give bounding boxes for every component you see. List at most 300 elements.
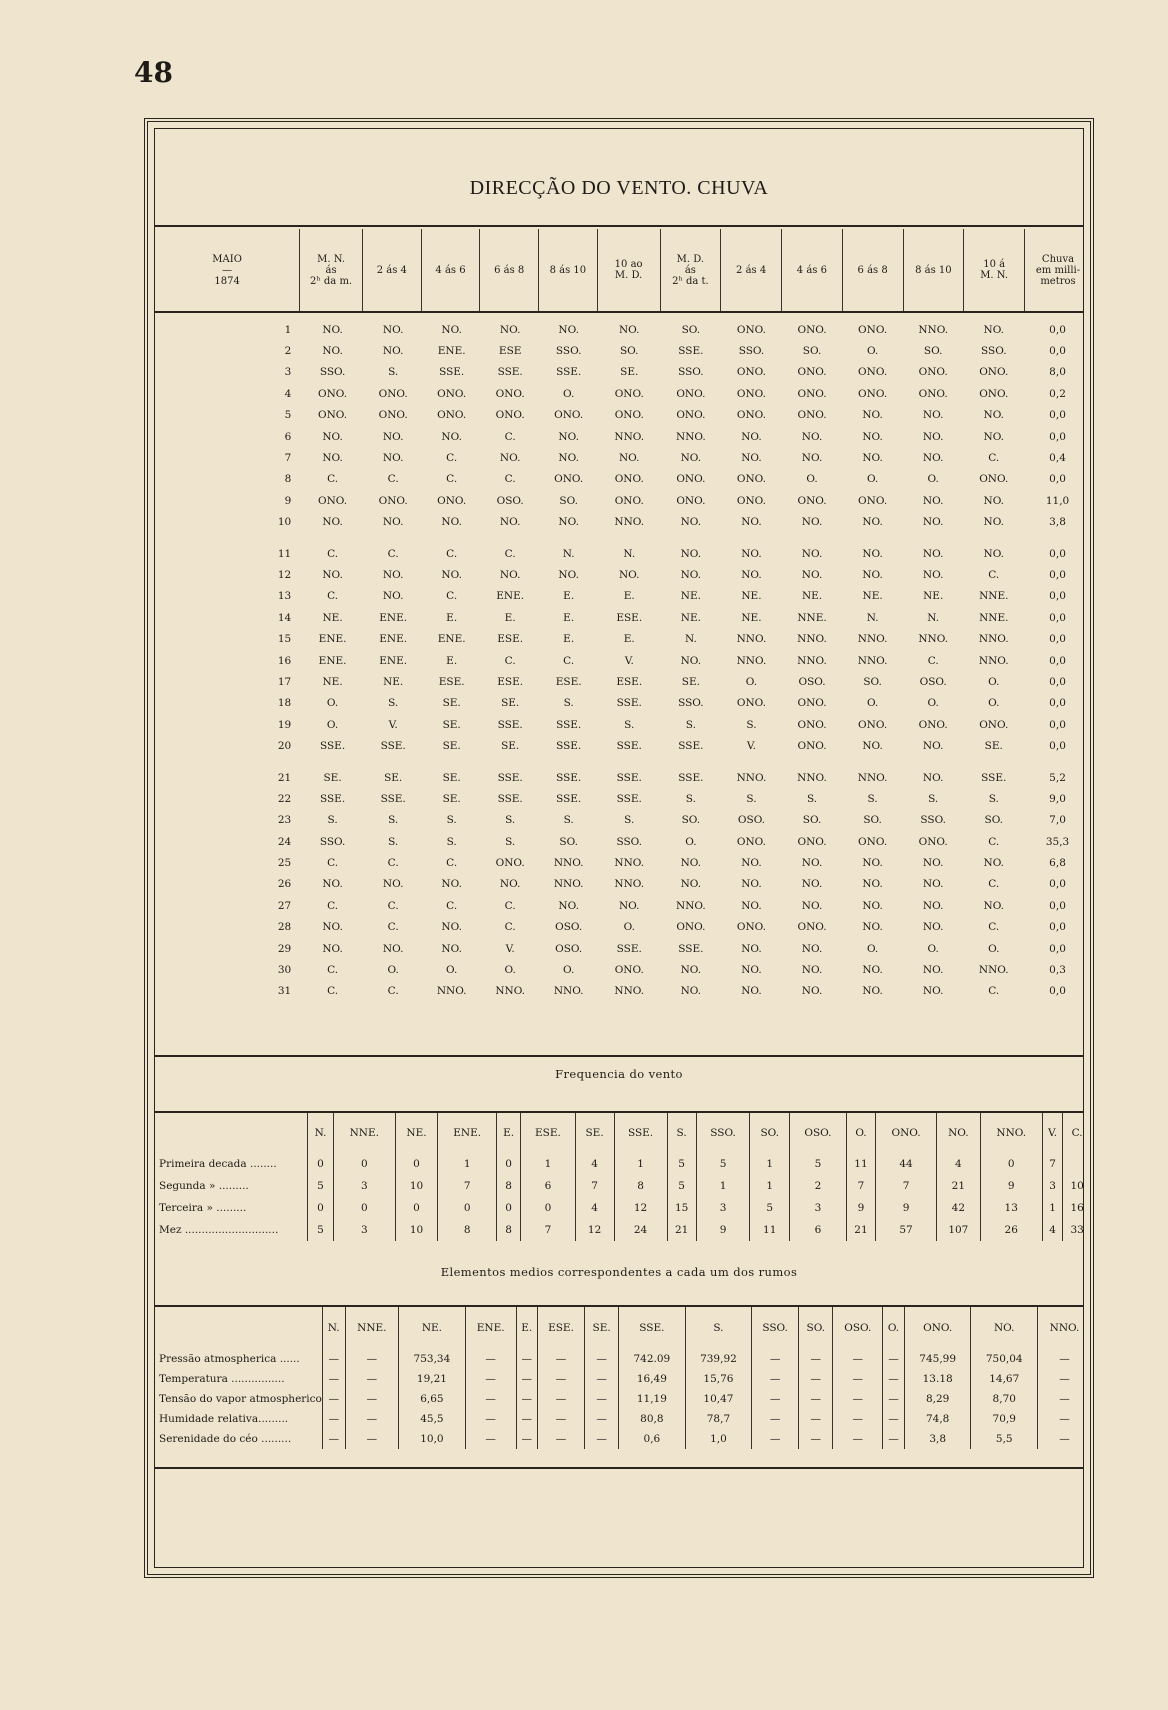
rain-cell: 6,8	[1049, 857, 1066, 870]
table-row	[155, 831, 1091, 852]
table-row	[155, 895, 1091, 916]
frequency-cell: 4	[575, 1153, 614, 1175]
element-cell: 8,70	[971, 1389, 1038, 1409]
direction-header: NNE.	[345, 1307, 399, 1349]
element-cell: 15,76	[685, 1369, 752, 1389]
wind-cell: SO.	[681, 814, 701, 827]
wind-cell: NE.	[680, 590, 701, 603]
direction-header: SE.	[575, 1113, 614, 1153]
wind-cell: ONO.	[318, 387, 348, 400]
wind-cell: C.	[988, 568, 1000, 581]
table-row	[155, 490, 1091, 511]
wind-cell: SSO.	[981, 345, 1007, 358]
wind-cell: ONO.	[797, 697, 827, 710]
day-cell: 26	[277, 878, 292, 891]
wind-cell: N.	[684, 633, 697, 646]
wind-cell: NNO.	[495, 985, 526, 998]
wind-cell: NE.	[322, 675, 343, 688]
wind-cell: O.	[446, 964, 458, 977]
element-cell: 0,6	[619, 1429, 686, 1449]
wind-cell: NNO.	[614, 878, 645, 891]
wind-cell: NO.	[922, 899, 944, 912]
table-row	[155, 981, 1091, 1002]
direction-header: E.	[516, 1307, 537, 1349]
wind-cell: S.	[505, 835, 516, 848]
rain-cell: 0,0	[1049, 697, 1066, 710]
element-cell: 8,29	[904, 1389, 971, 1409]
element-cell: —	[833, 1409, 883, 1429]
element-cell: 750,04	[971, 1349, 1038, 1369]
element-cell: —	[322, 1389, 345, 1409]
wind-cell: S.	[928, 792, 939, 805]
element-cell: —	[1038, 1409, 1091, 1429]
wind-cell: S.	[867, 792, 878, 805]
wind-cell: SE.	[681, 675, 700, 688]
table-row	[155, 650, 1091, 671]
wind-cell: NNO.	[676, 899, 706, 912]
element-cell: —	[345, 1349, 399, 1369]
wind-cell: ENE.	[379, 611, 408, 624]
wind-cell: SSO.	[920, 814, 946, 827]
row-label: Segunda » .........	[159, 1180, 249, 1192]
element-cell: —	[752, 1349, 799, 1369]
frequency-cell: 12	[575, 1219, 614, 1241]
rain-cell: 0,0	[1049, 409, 1066, 422]
wind-cell: ONO.	[736, 409, 767, 422]
element-cell: —	[537, 1429, 584, 1449]
wind-cell: ESE.	[438, 675, 465, 688]
wind-cell: NNO.	[918, 323, 949, 336]
element-cell: —	[883, 1369, 905, 1389]
wind-cell: ENE.	[437, 633, 466, 646]
wind-direction-table	[155, 319, 1091, 1002]
frequency-cell: 0	[438, 1197, 496, 1219]
divider	[155, 1055, 1083, 1057]
wind-cell: NNE.	[797, 611, 827, 624]
wind-cell: NE.	[741, 590, 762, 603]
day-cell: 30	[277, 964, 292, 977]
wind-cell: SSE.	[556, 792, 582, 805]
element-cell: —	[537, 1389, 584, 1409]
column-header: M. D. ás 2ʰ da t.	[660, 229, 721, 311]
wind-cell: NNO.	[553, 985, 584, 998]
wind-cell: SE.	[442, 697, 461, 710]
wind-cell: C.	[387, 547, 399, 560]
day-cell: 28	[277, 921, 292, 934]
wind-cell: SO.	[559, 494, 578, 507]
day-cell: 1	[284, 323, 292, 336]
frequency-cell: 7	[846, 1175, 875, 1197]
element-cell: —	[585, 1389, 619, 1409]
frequency-cell: 24	[614, 1219, 667, 1241]
row-label: Temperatura ................	[159, 1373, 285, 1385]
wind-cell: E.	[563, 633, 575, 646]
element-cell: —	[799, 1389, 833, 1409]
element-cell: —	[752, 1429, 799, 1449]
frequency-cell: 21	[846, 1219, 875, 1241]
frequency-cell: 6	[789, 1219, 846, 1241]
divider	[155, 225, 1083, 227]
element-cell: —	[465, 1429, 516, 1449]
rain-cell: 0,2	[1049, 387, 1066, 400]
direction-header: ESE.	[521, 1113, 575, 1153]
wind-cell: NO.	[322, 452, 343, 465]
frequency-cell: 1	[750, 1175, 790, 1197]
row-label-header	[155, 1113, 308, 1153]
wind-cell: NNO.	[614, 857, 645, 870]
rain-cell: 7,0	[1049, 814, 1066, 827]
wind-cell: S.	[388, 366, 399, 379]
wind-cell: O.	[927, 697, 939, 710]
frequency-cell: 15	[667, 1197, 696, 1219]
wind-cell: O.	[326, 718, 339, 731]
wind-cell: ESE.	[616, 675, 643, 688]
frequency-cell: 0	[395, 1153, 438, 1175]
table-row	[155, 1175, 1091, 1197]
rain-cell: 0,0	[1049, 473, 1066, 486]
main-table-header	[155, 229, 1091, 311]
decade-gap	[155, 533, 1091, 543]
table-row	[155, 671, 1091, 692]
column-header: 8 ás 10	[539, 229, 598, 311]
day-cell: 23	[277, 814, 292, 827]
wind-cell: ONO.	[437, 494, 467, 507]
wind-cell: NO.	[862, 409, 883, 422]
wind-cell: S.	[505, 814, 516, 827]
wind-cell: NO.	[922, 771, 944, 784]
wind-cell: NO.	[862, 430, 883, 443]
wind-cell: NO.	[983, 323, 1005, 336]
wind-cell: NO.	[322, 942, 343, 955]
wind-cell: NO.	[322, 430, 343, 443]
wind-cell: NO.	[558, 430, 579, 443]
element-cell: 78,7	[685, 1409, 752, 1429]
wind-cell: S.	[388, 697, 399, 710]
frequency-cell: 7	[438, 1175, 496, 1197]
wind-cell: OSO.	[555, 921, 583, 934]
element-cell: —	[322, 1369, 345, 1389]
wind-cell: S.	[746, 792, 757, 805]
column-header: 10 ao M. D.	[597, 229, 660, 311]
wind-cell: ONO.	[736, 697, 767, 710]
wind-cell: NO.	[558, 568, 579, 581]
day-cell: 22	[277, 792, 292, 805]
wind-cell: ONO.	[437, 409, 467, 422]
wind-cell: ONO.	[378, 409, 408, 422]
wind-cell: O.	[866, 697, 879, 710]
rain-cell: 0,0	[1049, 942, 1066, 955]
element-cell: —	[465, 1389, 516, 1409]
element-cell: —	[465, 1369, 516, 1389]
wind-cell: NNO.	[857, 633, 888, 646]
wind-cell: ONO.	[918, 366, 948, 379]
day-cell: 27	[277, 899, 292, 912]
day-cell: 10	[277, 516, 292, 529]
wind-cell: ONO.	[797, 921, 827, 934]
wind-cell: E.	[446, 611, 458, 624]
wind-cell: NO.	[741, 516, 762, 529]
element-cell: —	[833, 1349, 883, 1369]
wind-cell: O.	[866, 473, 879, 486]
direction-header: NO.	[971, 1307, 1038, 1349]
wind-cell: ONO.	[554, 409, 584, 422]
rain-cell: 0,0	[1049, 633, 1066, 646]
wind-cell: ONO.	[736, 323, 767, 336]
wind-cell: SE.	[442, 740, 461, 753]
element-cell: —	[1038, 1369, 1091, 1389]
frequency-cell: 9	[980, 1175, 1042, 1197]
wind-cell: NNO.	[553, 857, 584, 870]
column-header: Chuva em milli- metros	[1025, 229, 1091, 311]
element-cell: 5,5	[971, 1429, 1038, 1449]
wind-cell: ONO.	[318, 494, 348, 507]
direction-header: ESE.	[537, 1307, 584, 1349]
wind-cell: ONO.	[797, 835, 827, 848]
wind-cell: NO.	[618, 568, 640, 581]
day-cell: 9	[284, 494, 292, 507]
element-cell: 45,5	[399, 1409, 466, 1429]
table-row	[155, 469, 1091, 490]
element-cell: —	[465, 1409, 516, 1429]
wind-cell: ONO.	[979, 366, 1009, 379]
wind-cell: NO.	[801, 964, 823, 977]
table-row	[155, 628, 1091, 649]
wind-cell: ONO.	[614, 387, 644, 400]
wind-cell: SSE.	[678, 345, 704, 358]
element-cell: 3,8	[904, 1429, 971, 1449]
wind-cell: ONO.	[378, 387, 408, 400]
wind-cell: O.	[685, 835, 697, 848]
day-cell: 2	[284, 345, 292, 358]
frequency-cell: 0	[334, 1197, 396, 1219]
element-cell: —	[345, 1389, 399, 1409]
wind-cell: V.	[388, 718, 398, 731]
frequency-cell: 5	[789, 1153, 846, 1175]
wind-cell: NO.	[741, 547, 762, 560]
wind-cell: NO.	[741, 568, 762, 581]
wind-cell: NE.	[923, 590, 944, 603]
element-cell: —	[345, 1429, 399, 1449]
wind-cell: NO.	[322, 345, 343, 358]
wind-cell: NO.	[983, 494, 1005, 507]
wind-cell: SSE.	[439, 366, 465, 379]
wind-cell: NO.	[922, 985, 944, 998]
table-row	[155, 564, 1091, 585]
wind-cell: SE.	[501, 740, 520, 753]
wind-cell: S.	[388, 814, 399, 827]
wind-cell: C.	[504, 921, 516, 934]
element-cell: —	[585, 1409, 619, 1429]
wind-cell: SE.	[620, 366, 639, 379]
direction-header: SSO.	[696, 1113, 750, 1153]
rain-cell: 0,0	[1049, 921, 1066, 934]
wind-cell: NE.	[383, 675, 404, 688]
wind-cell: ONO.	[676, 494, 706, 507]
wind-cell: NO.	[499, 452, 521, 465]
wind-cell: OSO.	[798, 675, 826, 688]
column-header: MAIO — 1874	[212, 253, 242, 287]
element-cell: 74,8	[904, 1409, 971, 1429]
wind-cell: NE.	[801, 590, 823, 603]
wind-cell: SSE.	[981, 771, 1007, 784]
wind-cell: ESE.	[555, 675, 582, 688]
wind-cell: NO.	[862, 899, 883, 912]
wind-cell: NO.	[922, 568, 944, 581]
element-cell: —	[465, 1349, 516, 1369]
wind-cell: C.	[988, 985, 1000, 998]
wind-cell: C.	[327, 899, 339, 912]
rain-cell: 0,0	[1049, 430, 1066, 443]
table-row	[155, 938, 1091, 959]
direction-header: ONO.	[904, 1307, 971, 1349]
wind-cell: NNO.	[736, 633, 767, 646]
rain-cell: 8,0	[1049, 366, 1066, 379]
rain-cell: 0,0	[1049, 611, 1066, 624]
wind-cell: NO.	[801, 568, 823, 581]
wind-cell: NO.	[862, 921, 883, 934]
wind-cell: NO.	[322, 516, 343, 529]
wind-cell: NO.	[922, 409, 944, 422]
wind-cell: NNO.	[797, 633, 827, 646]
wind-cell: SE.	[384, 771, 403, 784]
rain-cell: 0,0	[1049, 985, 1066, 998]
wind-cell: NE.	[741, 611, 762, 624]
wind-cell: ONO.	[979, 718, 1009, 731]
wind-cell: O.	[988, 942, 1000, 955]
wind-cell: NO.	[922, 921, 944, 934]
elements-caption: Elementos medios correspondentes a cada um dos rumos	[440, 1265, 798, 1279]
table-row	[155, 1349, 1091, 1369]
wind-cell: NO.	[922, 740, 944, 753]
frequency-cell: 7	[521, 1219, 575, 1241]
divider	[155, 311, 1083, 313]
wind-cell: O.	[387, 964, 399, 977]
wind-cell: C.	[563, 654, 575, 667]
column-header: 8 ás 10	[903, 229, 964, 311]
frequency-cell: 0	[496, 1197, 520, 1219]
wind-cell: NNO.	[736, 654, 767, 667]
wind-cell: NO.	[741, 985, 762, 998]
wind-cell: NO.	[680, 985, 702, 998]
wind-cell: NNO.	[797, 771, 827, 784]
wind-cell: ONO.	[614, 473, 644, 486]
wind-cell: NO.	[322, 323, 343, 336]
element-cell: 70,9	[971, 1409, 1038, 1429]
frequency-cell: 3	[334, 1175, 396, 1197]
wind-cell: NO.	[922, 430, 944, 443]
wind-cell: NNO.	[614, 516, 645, 529]
wind-cell: NO.	[558, 516, 579, 529]
wind-cell: SSE.	[616, 697, 642, 710]
wind-cell: NO.	[499, 323, 521, 336]
decade-gap	[155, 757, 1091, 767]
element-cell: —	[833, 1429, 883, 1449]
wind-cell: NO.	[983, 547, 1005, 560]
wind-cell: NO.	[801, 942, 823, 955]
wind-cell: SE.	[501, 697, 520, 710]
wind-cell: ONO.	[676, 921, 706, 934]
frequency-cell: 1	[750, 1153, 790, 1175]
table-row	[155, 1197, 1091, 1219]
wind-cell: O.	[563, 964, 575, 977]
direction-header: C.	[1063, 1113, 1091, 1153]
rain-cell: 0,0	[1049, 740, 1066, 753]
wind-cell: S.	[685, 718, 696, 731]
wind-cell: SSE.	[556, 771, 582, 784]
wind-cell: E.	[504, 611, 516, 624]
wind-cell: NO.	[801, 899, 823, 912]
direction-header: SO.	[750, 1113, 790, 1153]
wind-cell: ONO.	[736, 835, 767, 848]
direction-header: OSO.	[833, 1307, 883, 1349]
frequency-cell: 2	[789, 1175, 846, 1197]
element-cell: —	[585, 1349, 619, 1369]
wind-cell: NO.	[862, 985, 883, 998]
wind-cell: NO.	[801, 430, 823, 443]
day-cell: 25	[277, 857, 292, 870]
wind-cell: N.	[623, 547, 636, 560]
wind-cell: C.	[988, 878, 1000, 891]
wind-cell: V.	[746, 740, 756, 753]
frequency-cell: 0	[521, 1197, 575, 1219]
wind-cell: NO.	[922, 516, 944, 529]
element-cell: —	[752, 1409, 799, 1429]
frequency-cell: 21	[937, 1175, 981, 1197]
table-row	[155, 319, 1091, 340]
wind-cell: NO.	[922, 964, 944, 977]
frequency-cell: 21	[667, 1219, 696, 1241]
wind-cell: NO.	[441, 516, 462, 529]
frequency-cell: 9	[846, 1197, 875, 1219]
element-cell: —	[833, 1389, 883, 1409]
wind-cell: NO.	[741, 452, 762, 465]
wind-cell: ONO.	[858, 494, 888, 507]
wind-cell: E.	[563, 611, 575, 624]
table-row	[155, 383, 1091, 404]
frequency-table	[155, 1113, 1091, 1241]
divider	[155, 1467, 1083, 1469]
column-header: M. N. ás 2ʰ da m.	[300, 229, 363, 311]
wind-cell: C.	[504, 430, 516, 443]
direction-header: OSO.	[789, 1113, 846, 1153]
wind-cell: SSO.	[319, 835, 346, 848]
wind-cell: O.	[563, 387, 575, 400]
element-cell: —	[833, 1369, 883, 1389]
table-row	[155, 340, 1091, 361]
wind-cell: OSO.	[737, 814, 766, 827]
wind-cell: NO.	[862, 452, 883, 465]
wind-cell: NO.	[499, 516, 521, 529]
wind-cell: NO.	[382, 878, 404, 891]
wind-cell: N.	[927, 611, 940, 624]
wind-cell: ONO.	[797, 740, 827, 753]
frequency-cell: 8	[438, 1219, 496, 1241]
wind-cell: SSE.	[616, 792, 642, 805]
wind-cell: SO.	[863, 814, 882, 827]
wind-cell: SO.	[984, 814, 1004, 827]
frequency-cell: 1	[521, 1153, 575, 1175]
frequency-cell: 44	[876, 1153, 937, 1175]
frequency-cell: 4	[937, 1153, 981, 1175]
direction-header: O.	[883, 1307, 905, 1349]
wind-cell: ONO.	[797, 366, 827, 379]
wind-cell: ONO.	[676, 473, 706, 486]
rain-cell: 0,0	[1049, 547, 1066, 560]
wind-cell: SSE.	[497, 792, 523, 805]
table-row	[155, 543, 1091, 564]
day-cell: 16	[277, 654, 292, 667]
wind-cell: O.	[623, 921, 635, 934]
